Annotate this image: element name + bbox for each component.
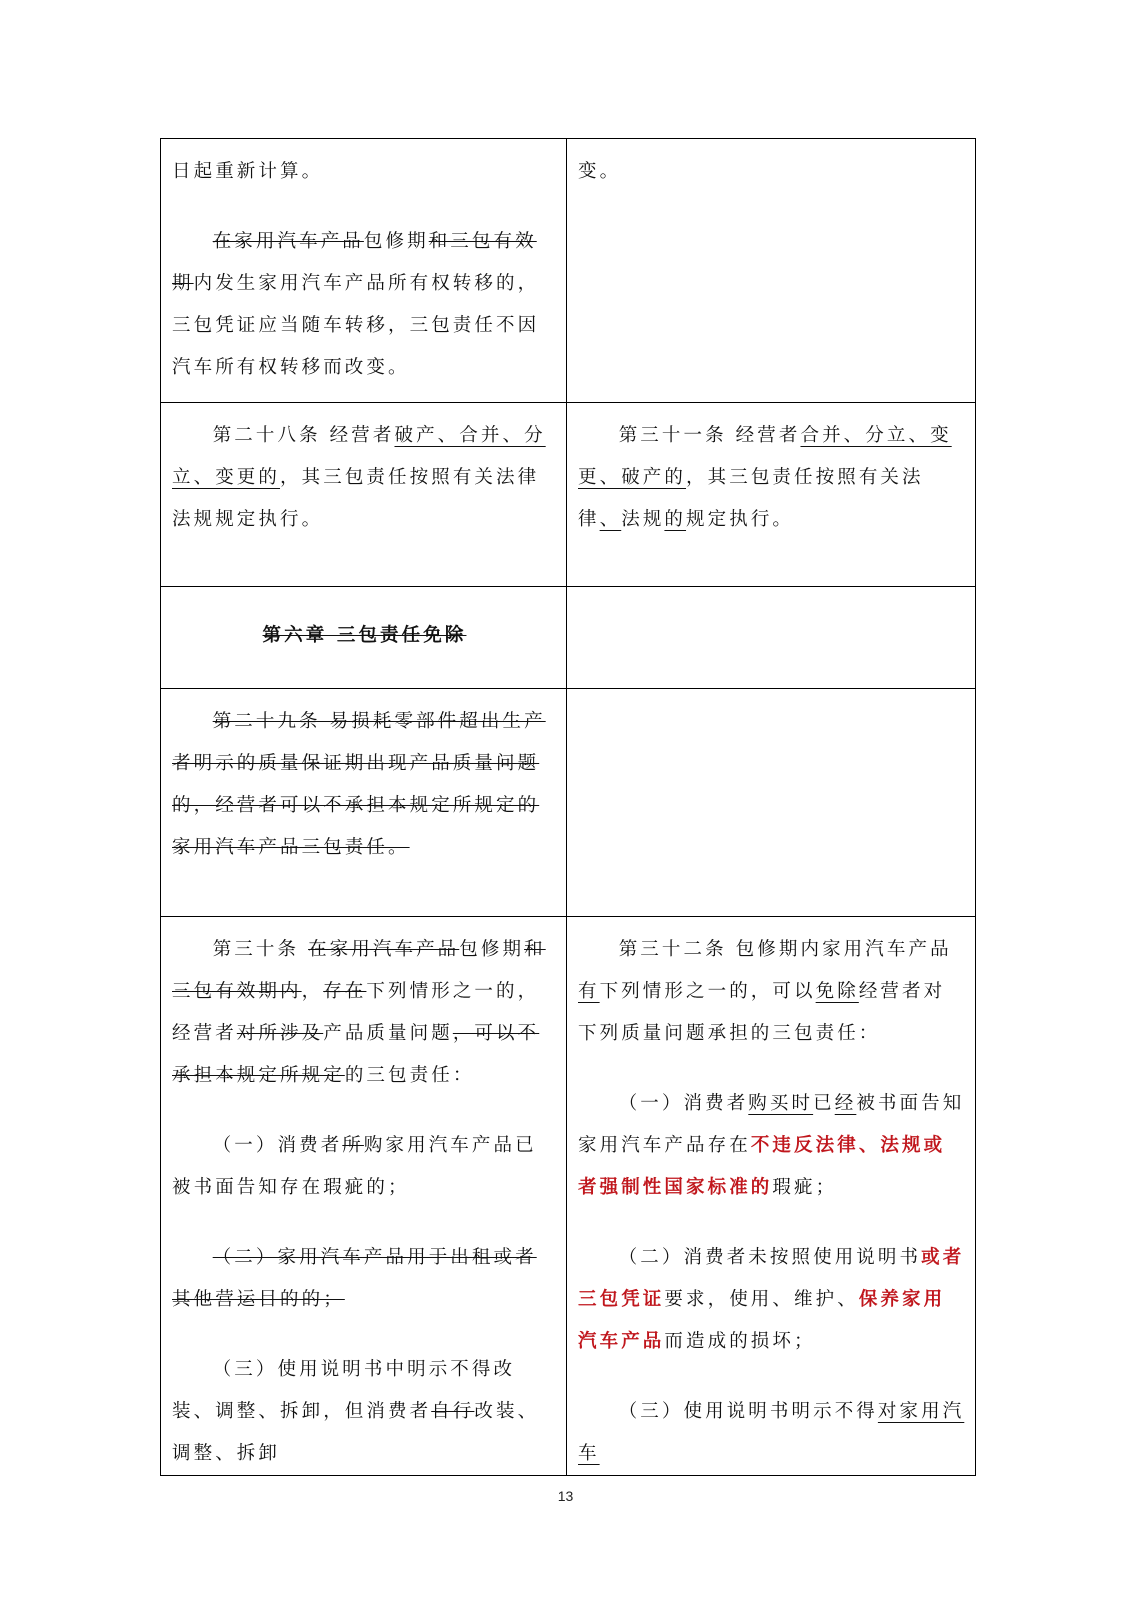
text-run: （一）消费者 [618, 1093, 749, 1114]
paragraph [578, 415, 966, 541]
text-run: 包修期 [459, 939, 525, 960]
paragraph [172, 929, 557, 1097]
comparison-table [160, 138, 976, 1476]
paragraph [172, 415, 557, 541]
deleted-text: 对所涉及 [236, 1023, 324, 1044]
text-run: ， [301, 981, 324, 1002]
chapter-heading-cell [161, 587, 567, 689]
inserted-text: 破产、合并、分立、变更的 [172, 425, 546, 488]
deleted-text: 所 [342, 1135, 364, 1156]
right-cell [567, 139, 976, 403]
inserted-text: 购买时 [748, 1093, 814, 1114]
deleted-text: 在家用汽车产品 [212, 231, 364, 252]
text-run: 第三十二条 包修期内家用汽车产品 [618, 939, 952, 960]
deleted-text: 第二十九条 易损耗零部件超出生产者明示的质量保证期出现产品质量问题的，经营者可以不承担本规定所规定的家用汽车产品三包责任。 [172, 711, 546, 858]
text-run: 下列情形之一的，可以 [599, 981, 816, 1002]
table-row [161, 587, 976, 689]
text-run: 内发生家用汽车产品所有权转移的，三包凭证应当随车转移，三包责任不因汽车所有权转移而改变。 [172, 273, 540, 378]
deleted-text: 自行 [431, 1401, 475, 1422]
text-run: （三）使用说明书中明示不得改装、调整、拆卸，但消费者 [172, 1359, 516, 1422]
deleted-text: 和三包有效期内 [172, 939, 546, 1002]
right-cell [567, 587, 976, 689]
right-cell [567, 917, 976, 1476]
left-cell [161, 689, 567, 917]
text-run: 第三十条 [212, 939, 309, 960]
text-run: 改装、调整、拆卸 [172, 1401, 540, 1464]
comparison-table-body [161, 139, 976, 1476]
text-run: 瑕疵； [772, 1177, 838, 1198]
inserted-text: 有 [578, 981, 600, 1002]
paragraph [172, 151, 557, 193]
left-cell [161, 403, 567, 587]
deleted-text: （二）家用汽车产品用于出租或者其他营运目的的； [172, 1247, 537, 1310]
text-run: 而造成的损坏； [664, 1331, 816, 1352]
highlighted-text: 不违反法律、法规或者强制性国家标准的 [578, 1135, 946, 1198]
text-run: 法规 [621, 509, 665, 530]
left-cell [161, 917, 567, 1476]
table-row [161, 917, 976, 1476]
table-row [161, 403, 976, 587]
text-run: 包修期 [363, 231, 429, 252]
inserted-text: 免除 [815, 981, 859, 1002]
table-row [161, 139, 976, 403]
paragraph [578, 1083, 966, 1209]
paragraph [172, 615, 557, 657]
text-run: 的三包责任： [344, 1065, 475, 1086]
text-run: 日起重新计算。 [172, 161, 324, 182]
deleted-text: 在家用汽车产品 [308, 939, 460, 960]
text-run: 产品质量问题 [323, 1023, 453, 1044]
left-cell [161, 139, 567, 403]
text-run: 第二十八条 经营者 [212, 425, 395, 446]
text-run: ，其三包责任按照有关法律 [578, 467, 924, 530]
text-run: 要求，使用、维护、 [664, 1289, 859, 1310]
text-run: （三）使用说明书明示不得 [618, 1401, 878, 1422]
text-run: 经营者对下列质量问题承担的三包责任： [578, 981, 946, 1044]
deleted-text: 第六章 三包责任免除 [262, 625, 467, 646]
deleted-text: ，可以不承担本规定所规定 [172, 1023, 540, 1086]
paragraph [578, 929, 966, 1055]
text-run: 已 [813, 1093, 835, 1114]
inserted-text: 的 [664, 509, 687, 530]
paragraph [172, 221, 557, 389]
text-run: 购家用汽车产品已被书面告知存在瑕疵的； [172, 1135, 537, 1198]
highlighted-text: 或者三包凭证 [578, 1247, 965, 1310]
inserted-text: 、 [599, 509, 622, 530]
inserted-text: 经 [834, 1093, 857, 1114]
paragraph [578, 1391, 966, 1475]
text-run: ，其三包责任按照有关法律法规规定执行。 [172, 467, 540, 530]
paragraph [172, 701, 557, 869]
table-row [161, 689, 976, 917]
text-run: 变。 [578, 161, 622, 182]
text-run: 下列情形之一的，经营者 [172, 981, 540, 1044]
highlighted-text: 保养家用汽车产品 [578, 1289, 946, 1352]
paragraph [172, 1125, 557, 1209]
paragraph [172, 1237, 557, 1321]
text-run: 第三十一条 经营者 [618, 425, 801, 446]
text-run: （一）消费者 [212, 1135, 343, 1156]
page-number: 13 [557, 1488, 574, 1504]
text-run: （二）消费者未按照使用说明书 [618, 1247, 922, 1268]
deleted-text: 存在 [323, 981, 367, 1002]
text-run: 规定执行。 [686, 509, 795, 530]
inserted-text: 对家用汽车 [578, 1401, 965, 1464]
paragraph [172, 1349, 557, 1475]
deleted-text: 和三包有效期 [172, 231, 537, 294]
text-run: 被书面告知家用汽车产品存在 [578, 1093, 965, 1156]
right-cell [567, 403, 976, 587]
right-cell [567, 689, 976, 917]
paragraph [578, 1237, 966, 1363]
inserted-text: 合并、分立、变更、破产的 [578, 425, 952, 488]
paragraph [578, 151, 966, 193]
